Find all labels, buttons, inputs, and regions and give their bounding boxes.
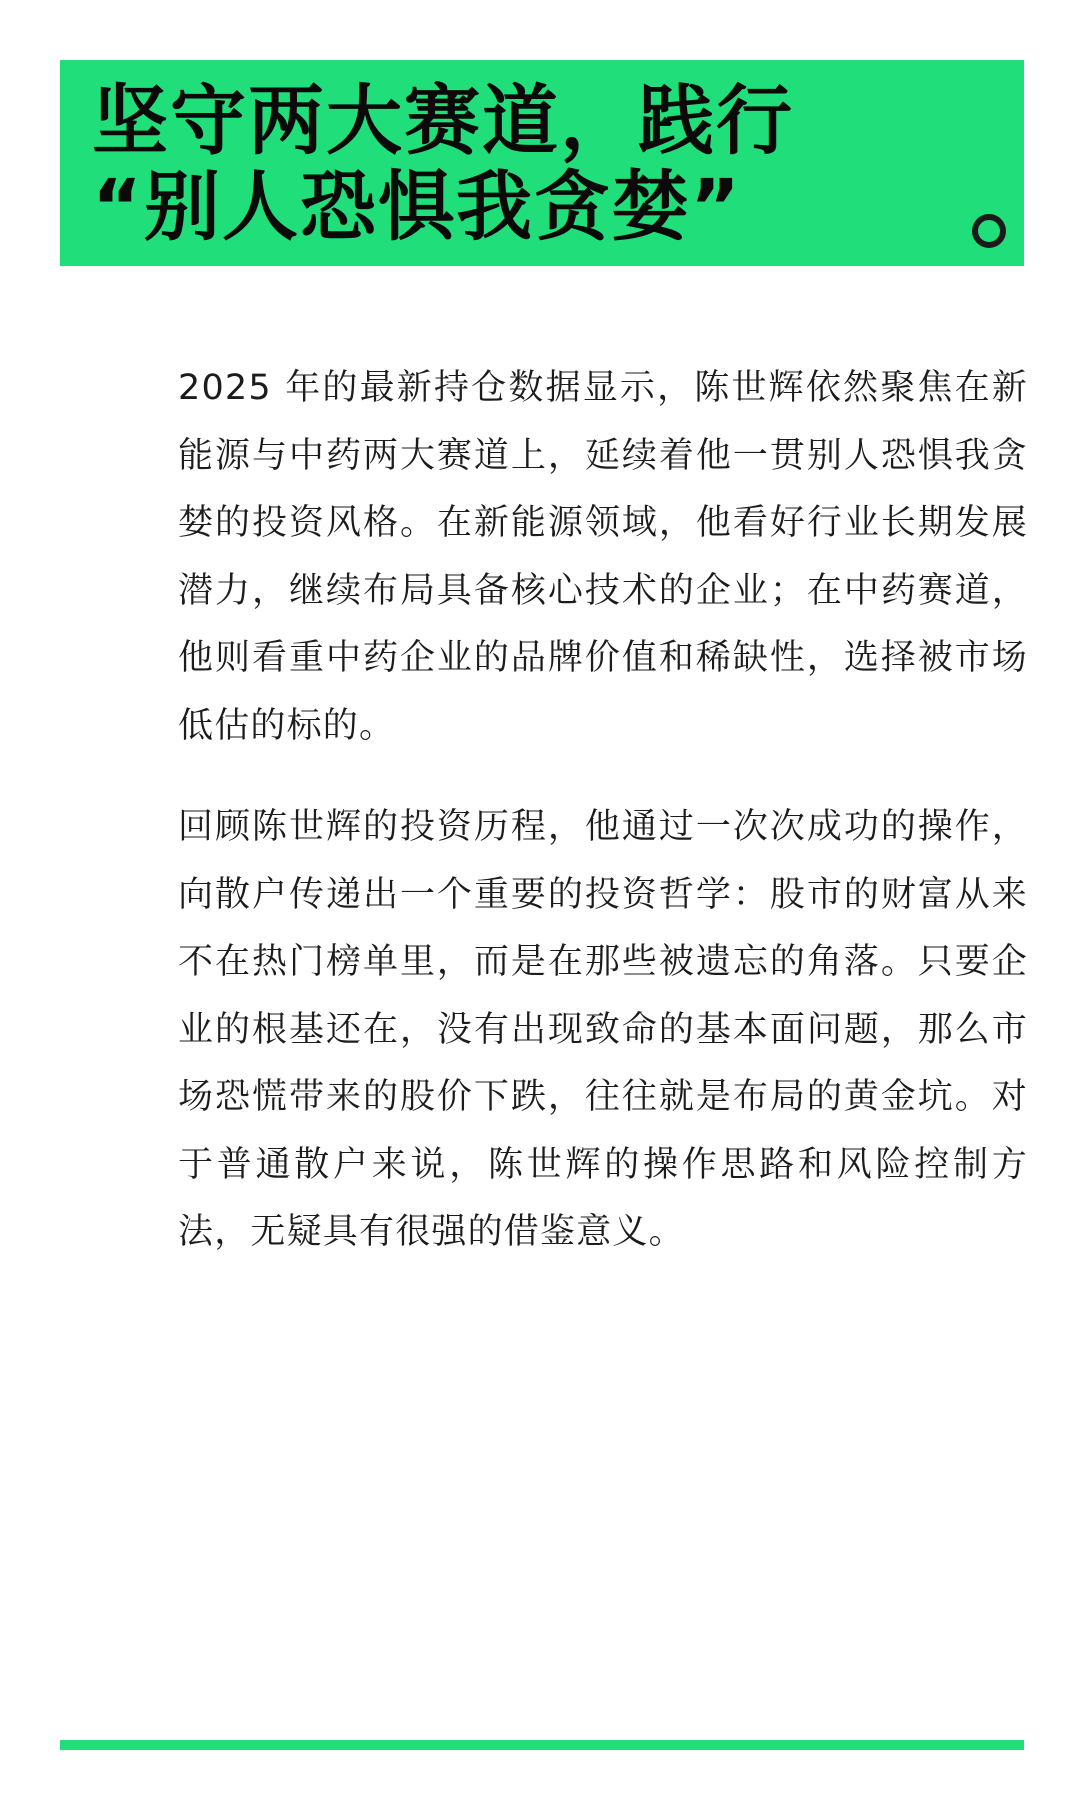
paragraph-1: 2025 年的最新持仓数据显示，陈世辉依然聚焦在新能源与中药两大赛道上，延续着他一贯别人恐惧我贪婪的投资风格。在新能源领域，他看好行业长期发展潜力，继续布局具备核心技术的企业；在中药赛道，他则看重中药企业的品牌价值和稀缺性，选择被市场低估的标的。 <box>178 368 1028 746</box>
article-body <box>178 355 1028 1301</box>
circle-icon <box>972 214 1006 248</box>
paragraph-2: 回顾陈世辉的投资历程，他通过一次次成功的操作，向散户传递出一个重要的投资哲学：股市的财富从来不在热门榜单里，而是在那些被遗忘的角落。只要企业的根基还在，没有出现致命的基本面问题，那么市场恐慌带来的股价下跌，往往就是布局的黄金坑。对于普通散户来说，陈世辉的操作思路和风险控制方法，无疑具有很强的借鉴意义。 <box>178 807 1028 1252</box>
page-title: 坚守两大赛道，践行 “别人恐惧我贪婪” <box>92 76 794 251</box>
footer-divider <box>60 1740 1024 1750</box>
header-banner <box>60 60 1024 266</box>
